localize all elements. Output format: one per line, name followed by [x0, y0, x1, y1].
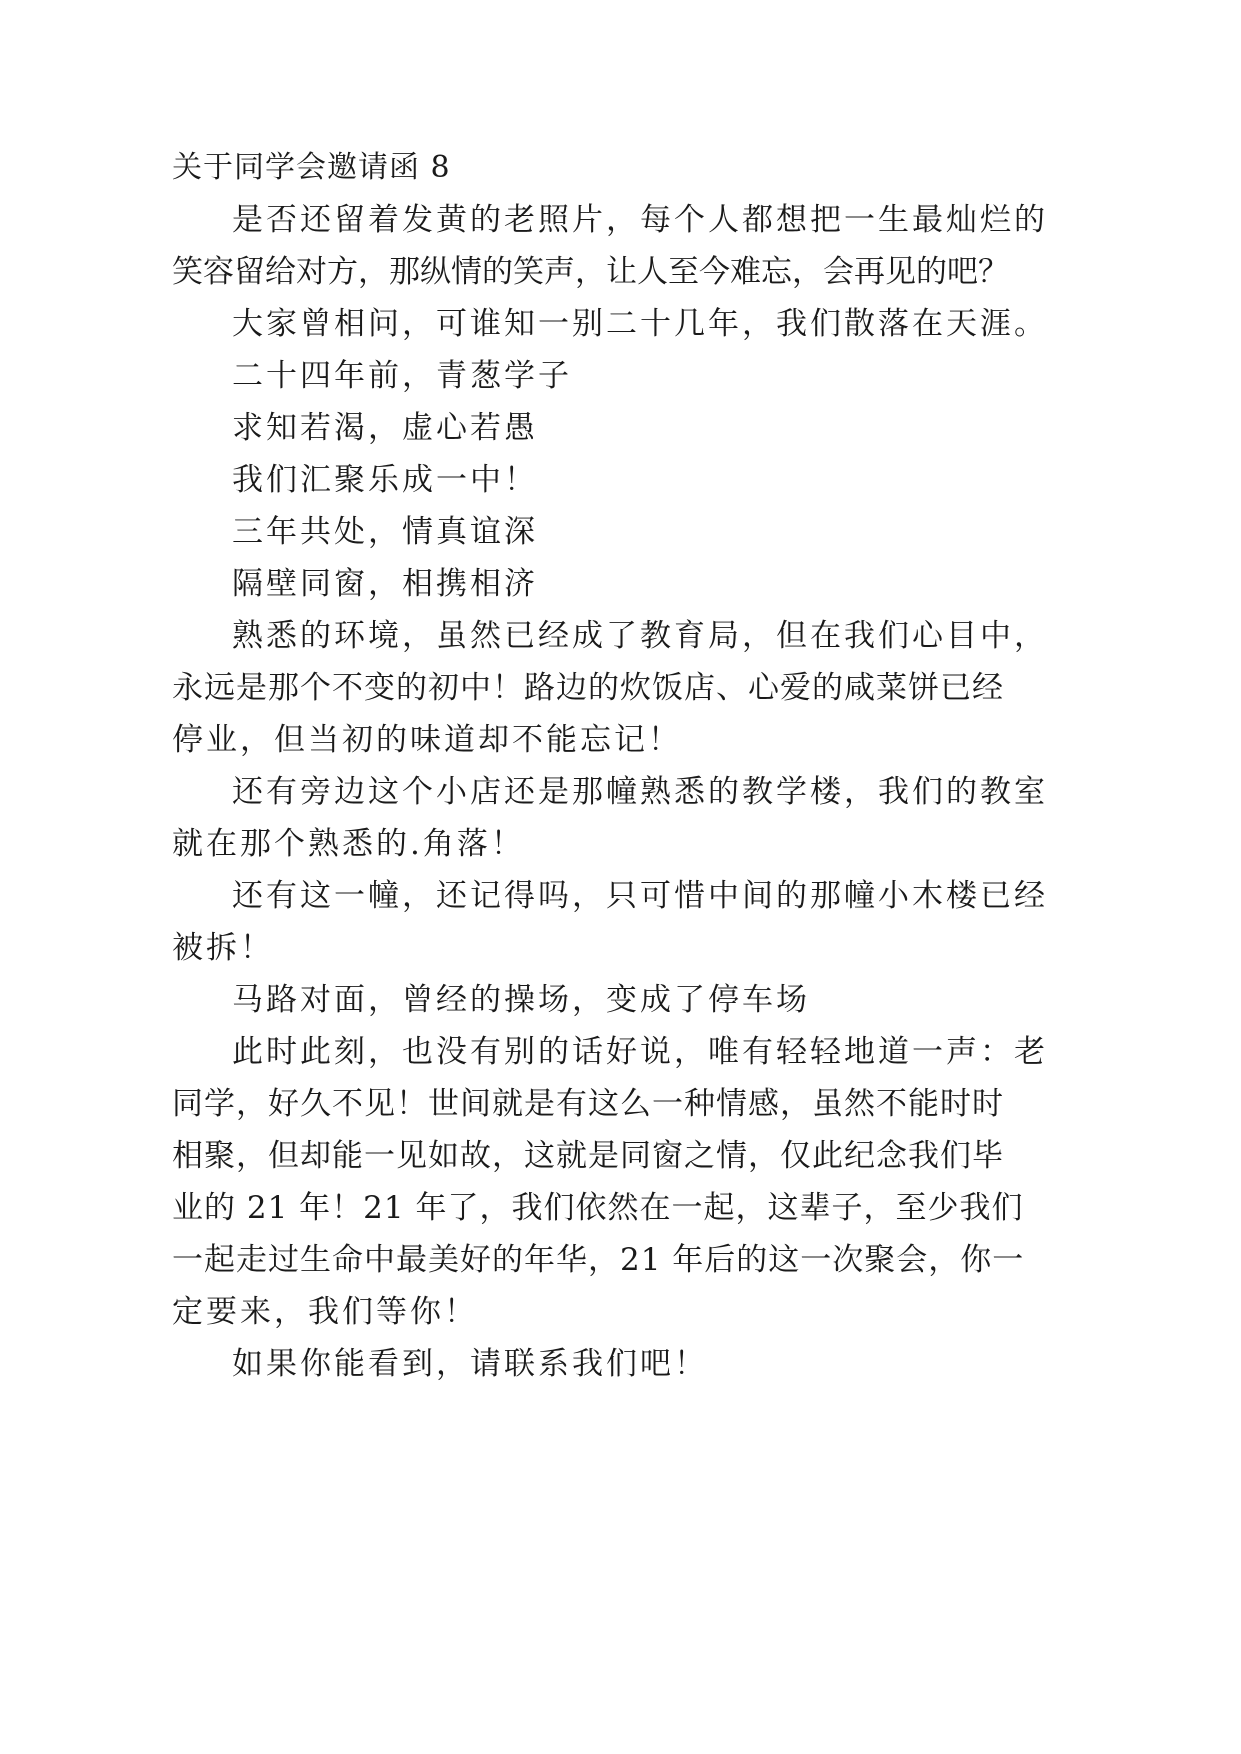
paragraph-line: 三年共处，情真谊深: [232, 514, 538, 550]
paragraph-line: 同学，好久不见！世间就是有这么一种情感，虽然不能时时: [172, 1086, 1004, 1122]
paragraph-line: 马路对面，曾经的操场，变成了停车场: [232, 982, 810, 1018]
paragraph-line: 如果你能看到，请联系我们吧！: [232, 1346, 708, 1382]
paragraph-line: 相聚，但却能一见如故，这就是同窗之情，仅此纪念我们毕: [172, 1138, 1004, 1174]
paragraph-line: 隔壁同窗，相携相济: [232, 566, 538, 602]
paragraph-line: 被拆！: [172, 930, 274, 966]
paragraph-line: 一起走过生命中最美好的年华，21 年后的这一次聚会，你一: [172, 1242, 1025, 1278]
paragraph-line: 求知若渴，虚心若愚: [232, 410, 538, 446]
paragraph-line: 此时此刻，也没有别的话好说，唯有轻轻地道一声：老: [232, 1034, 1048, 1070]
paragraph-line: 就在那个熟悉的.角落！: [172, 826, 525, 862]
paragraph-line: 我们汇聚乐成一中！: [232, 462, 538, 498]
paragraph-line: 定要来，我们等你！: [172, 1294, 478, 1330]
paragraph-line: 熟悉的环境，虽然已经成了教育局，但在我们心目中，: [232, 618, 1048, 654]
paragraph-line: 是否还留着发黄的老照片，每个人都想把一生最灿烂的: [232, 202, 1048, 238]
paragraph-line: 笑容留给对方，那纵情的笑声，让人至今难忘，会再见的吧？: [172, 254, 1009, 290]
paragraph-line: 大家曾相问，可谁知一别二十几年，我们散落在天涯。: [232, 306, 1048, 342]
paragraph-line: 还有旁边这个小店还是那幢熟悉的教学楼，我们的教室: [232, 774, 1048, 810]
paragraph-line: 永远是那个不变的初中！路边的炊饭店、心爱的咸菜饼已经: [172, 670, 1004, 706]
paragraph-line: 停业，但当初的味道却不能忘记！: [172, 722, 682, 758]
paragraph-line: 还有这一幢，还记得吗，只可惜中间的那幢小木楼已经: [232, 878, 1048, 914]
paragraph-line: 二十四年前，青葱学子: [232, 358, 572, 394]
document-title: 关于同学会邀请函 8: [172, 150, 451, 185]
paragraph-line: 业的 21 年！21 年了，我们依然在一起，这辈子，至少我们: [172, 1190, 1024, 1226]
